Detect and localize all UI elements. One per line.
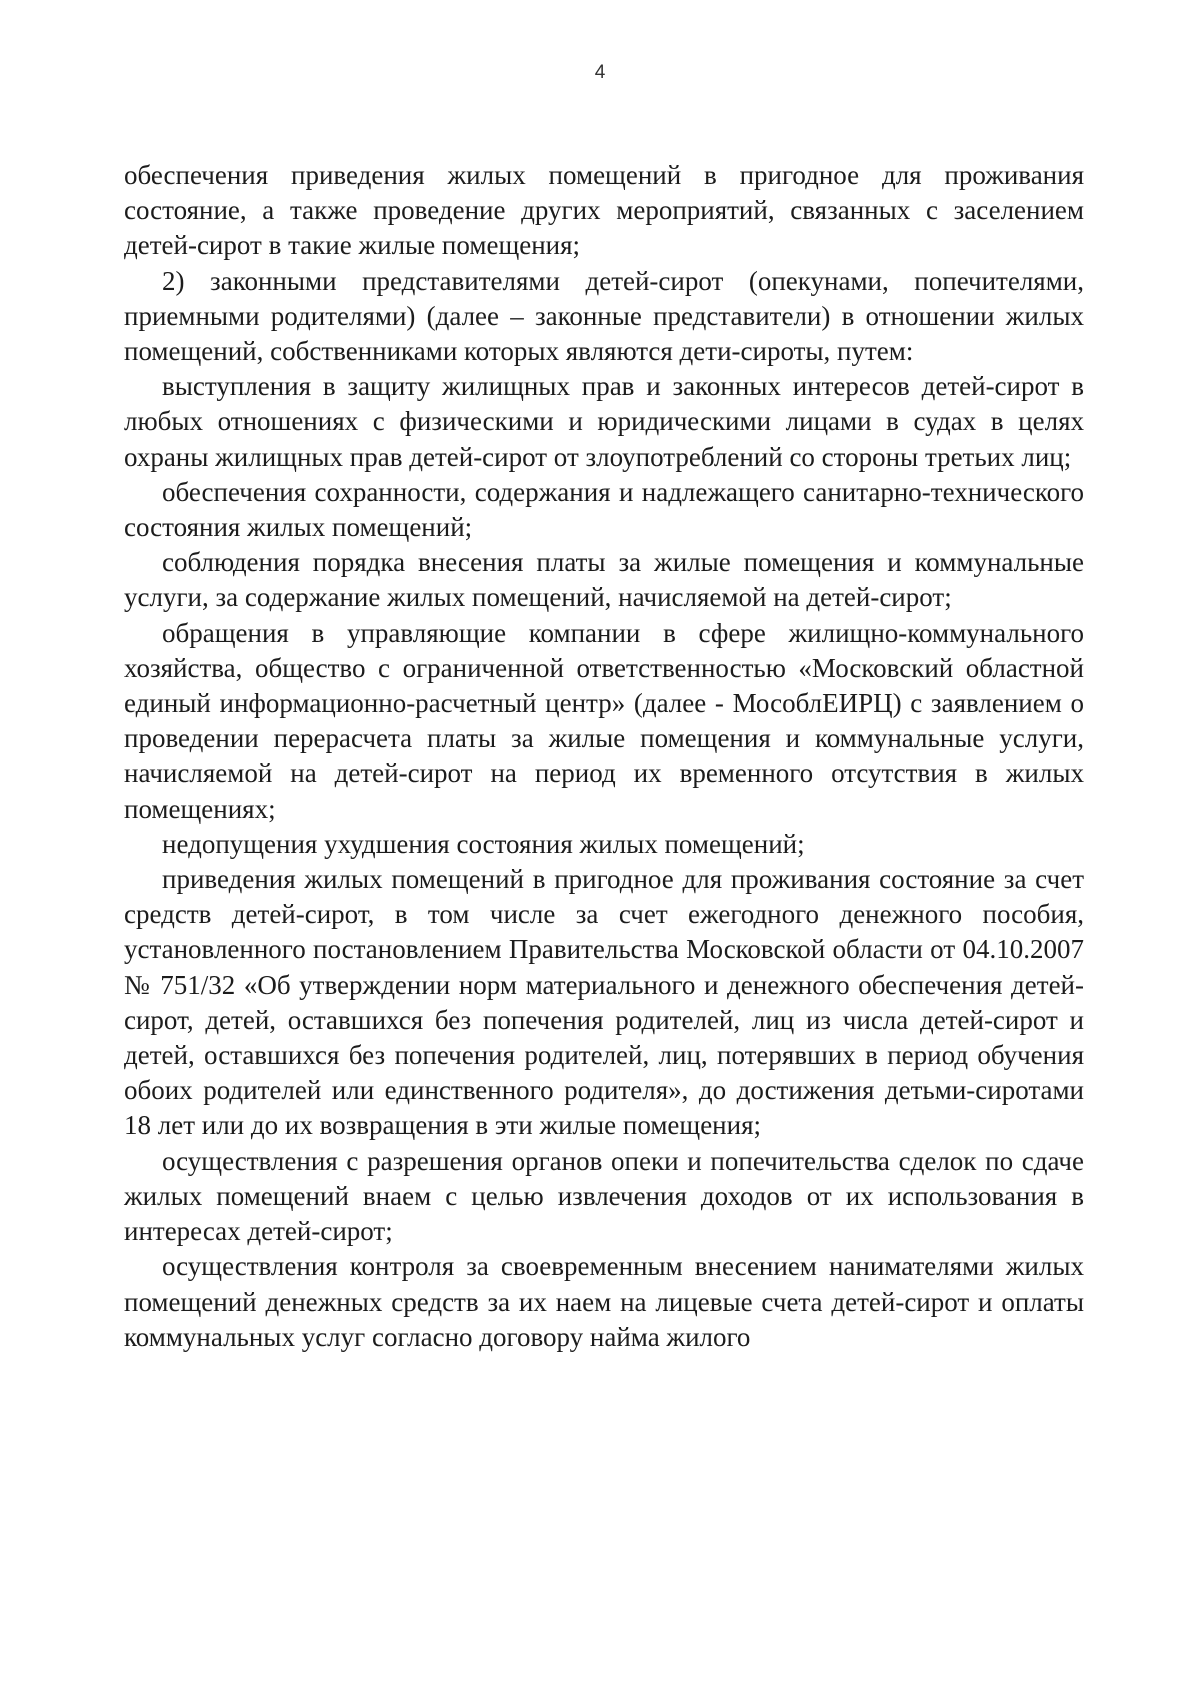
paragraph: осуществления контроля за своевременным внесением нанимателями жилых помещений денежных средств за их наем на лицевые счета детей-сирот и оплаты коммунальных услуг согласно договору найма жилого <box>124 1251 1084 1352</box>
paragraph: приведения жилых помещений в пригодное для проживания состояние за счет средств детей-сирот, в том числе за счет ежегодного денежного пособия, установленного постановлением Правительства Московской области от 04.10.2007 № 751/32 «Об утверждении норм материального и денежного обеспечения детей-сирот, детей, оставшихся без попечения родителей, лиц из числа детей-сирот и детей, оставшихся без попечения родителей, лиц, потерявших в период обучения обоих родителей или единственного родителя», до достижения детьми-сиротами 18 лет или до их возвращения в эти жилые помещения; <box>124 864 1084 1141</box>
paragraph: соблюдения порядка внесения платы за жилые помещения и коммунальные услуги, за содержание жилых помещений, начисляемой на детей-сирот; <box>124 547 1084 613</box>
paragraph: обеспечения приведения жилых помещений в пригодное для проживания состояние, а также проведение других мероприятий, связанных с заселением детей-сирот в такие жилые помещения; <box>124 160 1084 261</box>
document-body <box>124 158 1084 1355</box>
page-number: 4 <box>594 62 606 83</box>
paragraph: 2) законными представителями детей-сирот (опекунами, попечителями, приемными родителями) (далее – законные представители) в отношении жилых помещений, собственниками которых являются дети-сироты, путем: <box>124 265 1084 367</box>
paragraph: выступления в защиту жилищных прав и законных интересов детей-сирот в любых отношениях с физическими и юридическими лицами в судах в целях охраны жилищных прав детей-сирот от злоупотреблений со стороны третьих лиц; <box>124 371 1084 472</box>
paragraph: недопущения ухудшения состояния жилых помещений; <box>162 828 805 859</box>
paragraph: обращения в управляющие компании в сфере жилищно-коммунального хозяйства, общество с ограниченной ответственностью «Московский областной единый информационно-расчетный центр» (далее - МособлЕИРЦ) с заявлением о проведении перерасчета платы за жилые помещения и коммунальные услуги, начисляемой на детей-сирот на период их временного отсутствия в жилых помещениях; <box>124 617 1084 824</box>
paragraph: осуществления с разрешения органов опеки и попечительства сделок по сдаче жилых помещений внаем с целью извлечения доходов от их использования в интересах детей-сирот; <box>124 1145 1084 1247</box>
paragraph: обеспечения сохранности, содержания и надлежащего санитарно-технического состояния жилых помещений; <box>124 476 1084 543</box>
